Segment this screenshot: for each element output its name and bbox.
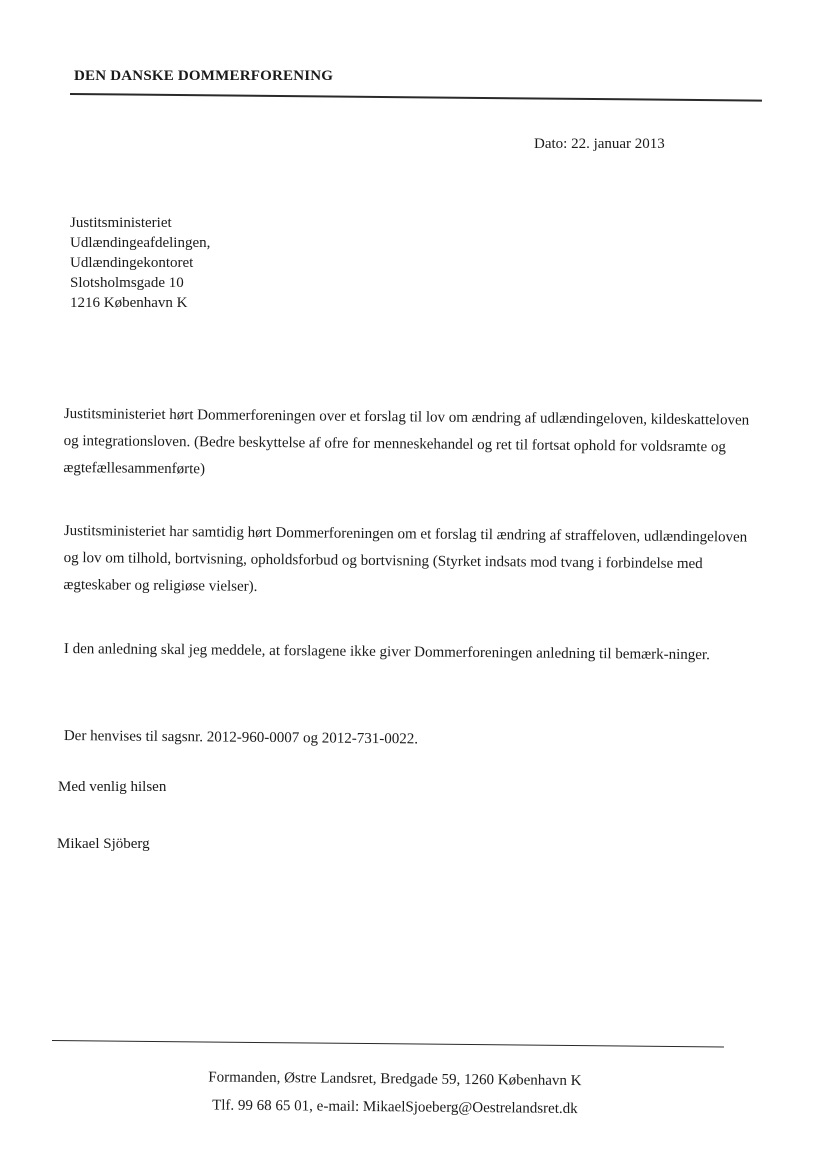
recipient-address [70, 213, 210, 313]
recipient-line: Slotsholmsgade 10 [70, 275, 184, 291]
body-paragraph: Der henvises til sagsnr. 2012-960-0007 og 2012-731-0022. [63, 727, 419, 748]
footer-divider [52, 1040, 724, 1047]
recipient-line: Udlændingekontoret [70, 255, 194, 271]
recipient-line: 1216 København K [70, 295, 188, 311]
body-paragraph: Justitsministeriet hørt Dommerforeningen over et forslag til lov om ændring af udlændingeloven, kildeskatteloven og integrationsloven. (Bedre beskyttelse af ofre for menneskehandel og ret til fortsat ophold for voldsramte og ægtefællesammenførte) [63, 405, 750, 478]
body-paragraph: Justitsministeriet har samtidig hørt Dommerforeningen om et forslag til ændring af straffeloven, udlændingeloven og lov om tilhold, bortvisning, opholdsforbud og bortvisning (Styrket indsats mod tvang i forbindelse med ægteskaber og religiøse vielser). [63, 522, 748, 595]
signer-name: Mikael Sjöberg [57, 836, 150, 852]
body-paragraph: I den anledning skal jeg meddele, at forslagene ikke giver Dommerforeningen anledning til bemærk-ninger. [63, 640, 710, 664]
footer-contact: Tlf. 99 68 65 01, e-mail: MikaelSjoeberg@Oestrelandsret.dk [212, 1097, 578, 1118]
letter-date: Dato: 22. januar 2013 [534, 136, 665, 152]
recipient-line: Justitsministeriet [70, 215, 172, 231]
footer-address: Formanden, Østre Landsret, Bredgade 59, 1260 København K [208, 1069, 582, 1090]
header-divider [70, 93, 762, 102]
closing-salutation: Med venlig hilsen [58, 779, 167, 795]
recipient-line: Udlændingeafdelingen, [70, 235, 211, 251]
organization-name: DEN DANSKE DOMMERFORENING [74, 68, 334, 84]
